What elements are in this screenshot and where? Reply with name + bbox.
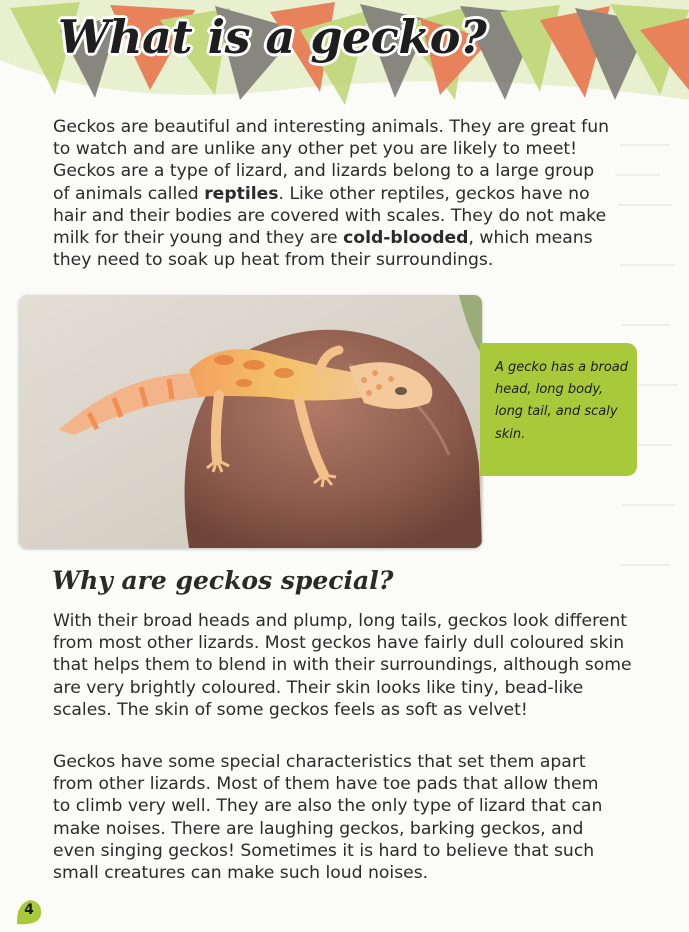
section-heading: Why are geckos special? bbox=[52, 566, 394, 595]
term-reptiles: reptiles bbox=[204, 183, 279, 204]
page-number: 4 bbox=[24, 902, 34, 918]
section-paragraph-1: With their broad heads and plump, long tails, geckos look different from most other lizards. Most geckos have fairly dull coloured skin that helps them to blend in with their surroundings, although some are very brightly coloured. Their skin looks like tiny, bead-like scales. The skin of some geckos feels as soft as velvet! bbox=[53, 611, 632, 720]
gecko-photo bbox=[19, 295, 482, 548]
photo-caption: A gecko has a broad head, long body, long tail, and scaly skin. bbox=[495, 360, 629, 442]
page-title: What is a gecko? bbox=[58, 10, 487, 64]
intro-paragraph: Geckos are beautiful and interesting animals. They are great fun to watch and are unlike any other pet you are likely to meet! Geckos are a type of lizard, and lizards belong to a large group of animals called reptiles. Like other reptiles, geckos have no hair and their bodies are covered with scales. They do not make milk for their young and they are cold-blooded, which means they need to soak up heat from their surroundings. bbox=[53, 117, 609, 271]
section-paragraph-2: Geckos have some special characteristics that set them apart from other lizards. Most of them have toe pads that allow them to climb very well. They are also the only type of lizard that can make noises. There are laughing geckos, barking geckos, and even singing geckos! Sometimes it is hard to believe that such small creatures can make such loud noises. bbox=[53, 752, 603, 884]
page-number-badge bbox=[14, 898, 44, 928]
term-cold-blooded: cold-blooded bbox=[343, 228, 469, 249]
